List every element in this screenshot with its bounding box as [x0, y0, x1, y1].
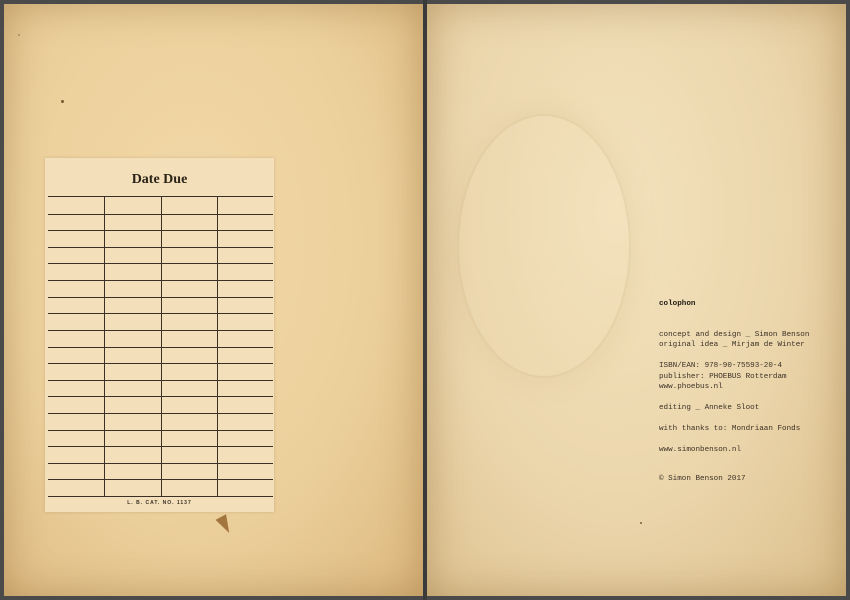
- isbn-line: ISBN/EAN: 978-90-75593-20-4: [659, 362, 783, 370]
- grid-column-line: [104, 197, 105, 496]
- credit-line: original idea _ Mirjam de Winter: [659, 341, 805, 349]
- grid-column-line: [161, 197, 162, 496]
- credit-line: concept and design _ Simon Benson: [659, 330, 810, 339]
- paper-speck: [18, 34, 20, 36]
- thanks-line: with thanks to: Mondriaan Fonds: [659, 425, 801, 433]
- date-due-card: [45, 158, 274, 512]
- grid-row-line: [48, 496, 273, 497]
- publication-block: [659, 361, 839, 393]
- colophon-heading: colophon: [659, 300, 696, 308]
- card-footer: L. B. CAT. NO. 1137: [127, 500, 192, 506]
- publisher-line: publisher: PHOEBUS Rotterdam: [659, 372, 787, 381]
- torn-mark: [215, 514, 234, 536]
- left-page: [4, 4, 423, 596]
- grid-column-line: [217, 197, 218, 496]
- paper-speck: [640, 522, 642, 524]
- card-title: Date Due: [131, 172, 188, 187]
- author-website: www.simonbenson.nl: [659, 446, 742, 454]
- copyright-line: © Simon Benson 2017: [659, 474, 746, 483]
- credits-block: [659, 330, 839, 351]
- colophon: [659, 299, 839, 484]
- right-page: [427, 4, 846, 596]
- editing-line: editing _ Anneke Sloot: [659, 404, 760, 412]
- paper-speck: [61, 100, 64, 103]
- publisher-website: www.phoebus.nl: [659, 383, 723, 391]
- date-due-grid: [48, 196, 273, 496]
- paper-stain: [457, 114, 631, 378]
